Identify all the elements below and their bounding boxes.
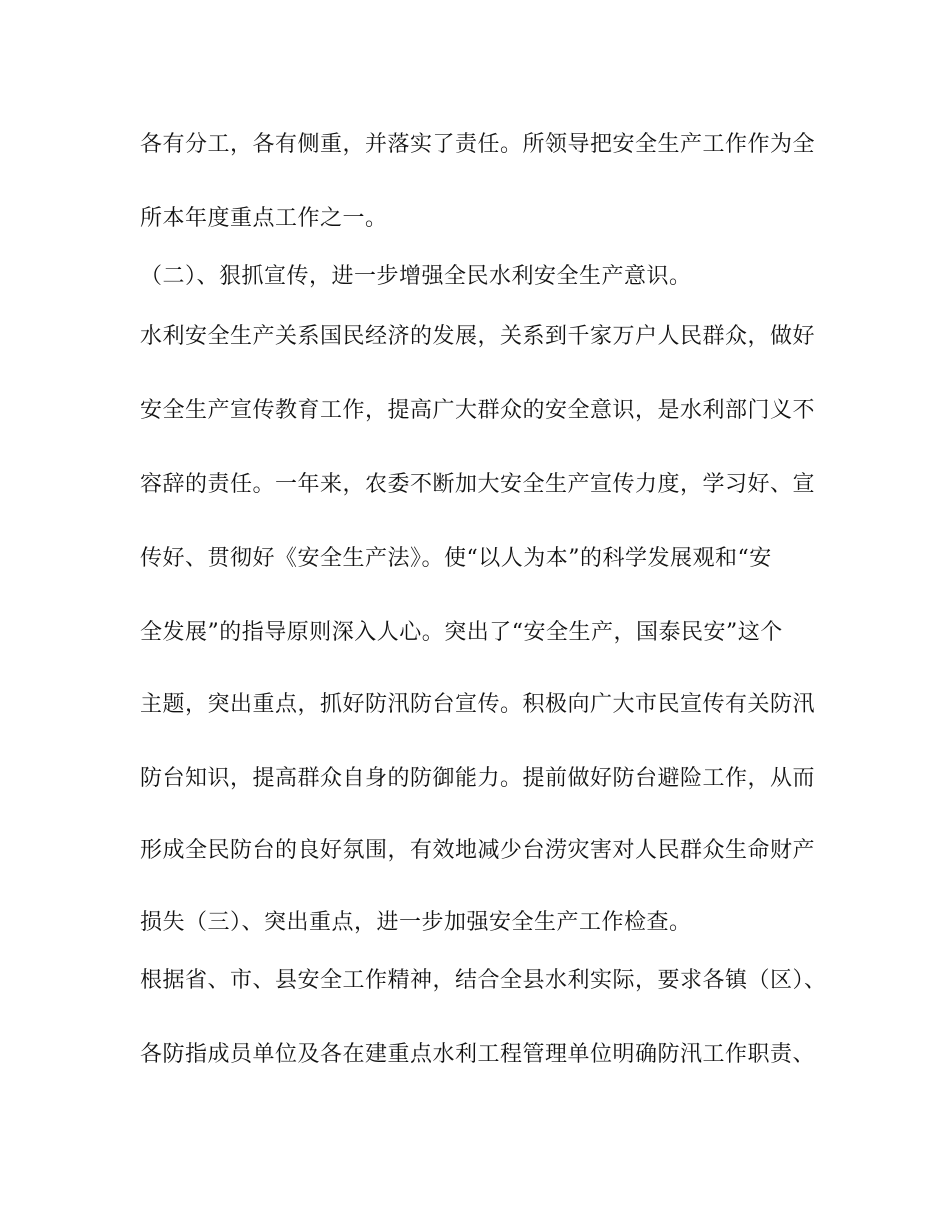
text-line-14: 各防指成员单位及各在建重点水利工程管理单位明确防汛工作职责、 [140,1042,816,1067]
text-line-6: 容辞的责任。一年来，农委不断加大安全生产宣传力度，学习好、宣 [140,472,816,497]
text-line-9: 主题，突出重点，抓好防汛防台宣传。积极向广大市民宣传有关防汛 [140,692,816,717]
text-line-13: 根据省、市、县安全工作精神，结合全县水利实际，要求各镇（区）、 [140,968,827,993]
text-line-8: 全发展”的指导原则深入人心。突出了“安全生产，国泰民安”这个 [140,620,783,645]
text-line-10: 防台知识，提高群众自身的防御能力。提前做好防台避险工作，从而 [140,766,816,791]
text-line-2: 所本年度重点工作之一。 [140,206,388,231]
text-line-5: 安全生产宣传教育工作，提高广大群众的安全意识，是水利部门义不 [140,398,816,423]
text-line-4: 水利安全生产关系国民经济的发展，关系到千家万户人民群众，做好 [140,324,816,349]
section-heading-2: （二）、狠抓宣传，进一步增强全民水利安全生产意识。 [140,264,692,289]
text-line-11: 形成全民防台的良好氛围，有效地减少台涝灾害对人民群众生命财产 [140,838,816,863]
text-line-1: 各有分工，各有侧重，并落实了责任。所领导把安全生产工作作为全 [140,132,816,157]
text-line-12: 损失（三）、突出重点，进一步加强安全生产工作检查。 [140,910,692,935]
text-line-7: 传好、贯彻好《安全生产法》。使“以人为本”的科学发展观和“安 [140,546,772,571]
